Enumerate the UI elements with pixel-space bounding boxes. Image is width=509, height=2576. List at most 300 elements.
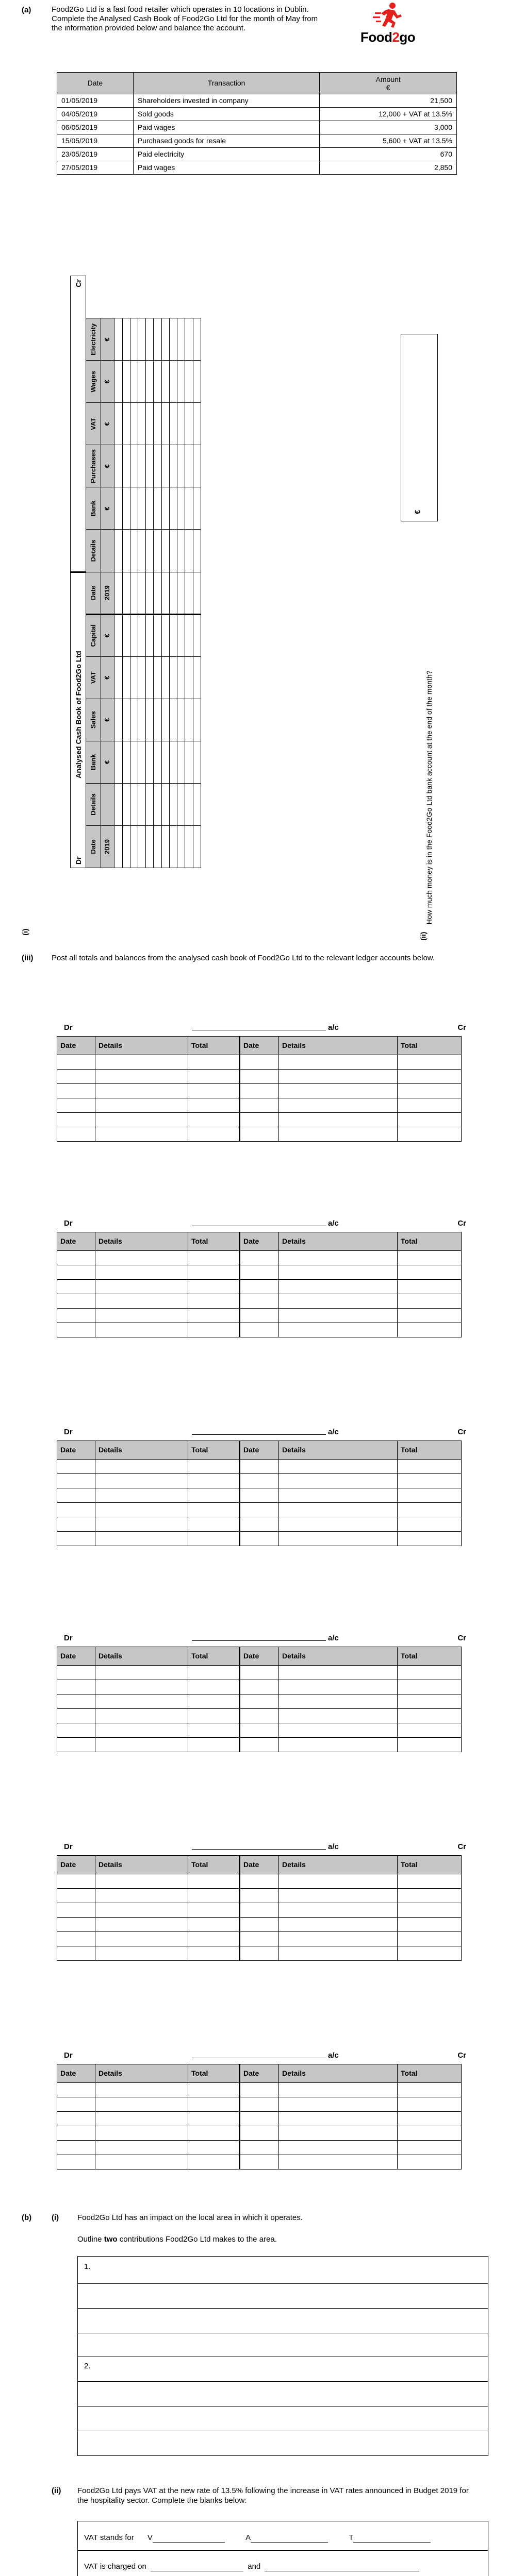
ledger-cell[interactable] bbox=[240, 1265, 279, 1280]
acb-cell[interactable] bbox=[193, 445, 201, 487]
acb-cell[interactable] bbox=[161, 572, 169, 614]
vat-stands-row[interactable]: VAT stands for V A T bbox=[84, 2533, 481, 2543]
ledger-cell[interactable] bbox=[240, 1503, 279, 1517]
ledger-cell[interactable] bbox=[398, 1084, 462, 1098]
acb-cell[interactable] bbox=[193, 741, 201, 783]
ledger-cell[interactable] bbox=[398, 1874, 462, 1889]
acb-cell[interactable] bbox=[146, 361, 154, 403]
ledger-cell[interactable] bbox=[95, 1503, 188, 1517]
ledger-cell[interactable] bbox=[279, 1503, 398, 1517]
ledger-cell[interactable] bbox=[57, 1113, 95, 1127]
acb-cell[interactable] bbox=[185, 614, 193, 656]
acb-cell[interactable] bbox=[130, 487, 138, 530]
ledger-cell[interactable] bbox=[398, 1903, 462, 1918]
ledger-cell[interactable] bbox=[398, 1932, 462, 1946]
acb-cell[interactable] bbox=[130, 656, 138, 699]
ledger-cell[interactable] bbox=[240, 1113, 279, 1127]
acb-cell[interactable] bbox=[185, 487, 193, 530]
ledger-cell[interactable] bbox=[95, 2126, 188, 2141]
account-name-blank[interactable] bbox=[192, 1434, 326, 1435]
acb-cell[interactable] bbox=[169, 656, 177, 699]
ledger-cell[interactable] bbox=[240, 1694, 279, 1709]
ledger-cell[interactable] bbox=[57, 1127, 95, 1142]
ledger-cell[interactable] bbox=[279, 2097, 398, 2112]
ledger-cell[interactable] bbox=[95, 1946, 188, 1961]
ledger-cell[interactable] bbox=[279, 1294, 398, 1309]
ledger-cell[interactable] bbox=[57, 1918, 95, 1932]
ledger-cell[interactable] bbox=[279, 2126, 398, 2141]
ledger-cell[interactable] bbox=[57, 2112, 95, 2126]
acb-cell[interactable] bbox=[146, 318, 154, 361]
ledger-cell[interactable] bbox=[240, 1946, 279, 1961]
ledger-cell[interactable] bbox=[95, 1280, 188, 1294]
acb-cell[interactable] bbox=[169, 445, 177, 487]
ledger-cell[interactable] bbox=[95, 2083, 188, 2097]
acb-cell[interactable] bbox=[193, 487, 201, 530]
ledger-cell[interactable] bbox=[240, 1055, 279, 1070]
ledger-cell[interactable] bbox=[188, 1694, 240, 1709]
ledger-row[interactable] bbox=[57, 1889, 462, 1903]
acb-cell[interactable] bbox=[122, 656, 130, 699]
ledger-cell[interactable] bbox=[95, 1251, 188, 1265]
acb-cell[interactable] bbox=[146, 699, 154, 741]
ledger-cell[interactable] bbox=[57, 1474, 95, 1488]
ledger-row[interactable] bbox=[57, 1460, 462, 1474]
acb-cell[interactable] bbox=[177, 825, 185, 868]
ledger-row[interactable] bbox=[57, 1932, 462, 1946]
ledger-cell[interactable] bbox=[240, 1488, 279, 1503]
acb-cell[interactable] bbox=[193, 614, 201, 656]
ledger-cell[interactable] bbox=[188, 1323, 240, 1337]
acb-cell[interactable] bbox=[177, 403, 185, 445]
acb-cell[interactable] bbox=[154, 318, 161, 361]
ledger-cell[interactable] bbox=[279, 1309, 398, 1323]
ledger-cell[interactable] bbox=[279, 1532, 398, 1546]
ledger-row[interactable] bbox=[57, 1294, 462, 1309]
acb-cell[interactable] bbox=[185, 403, 193, 445]
ledger-cell[interactable] bbox=[398, 2126, 462, 2141]
ledger-cell[interactable] bbox=[57, 1723, 95, 1738]
bank-balance-box[interactable]: € bbox=[401, 334, 438, 521]
ledger-cell[interactable] bbox=[279, 1127, 398, 1142]
ledger-cell[interactable] bbox=[398, 1503, 462, 1517]
ledger-cell[interactable] bbox=[188, 1709, 240, 1723]
acb-cell[interactable] bbox=[177, 783, 185, 825]
ledger-cell[interactable] bbox=[188, 2126, 240, 2141]
acb-cell[interactable] bbox=[114, 445, 122, 487]
acb-cell[interactable] bbox=[177, 487, 185, 530]
acb-cell[interactable] bbox=[185, 656, 193, 699]
acb-cell[interactable] bbox=[122, 487, 130, 530]
acb-cell[interactable] bbox=[161, 445, 169, 487]
acb-cell[interactable] bbox=[161, 530, 169, 572]
acb-cell[interactable] bbox=[169, 318, 177, 361]
ledger-cell[interactable] bbox=[279, 1918, 398, 1932]
ledger-cell[interactable] bbox=[95, 1113, 188, 1127]
ledger-cell[interactable] bbox=[398, 1680, 462, 1694]
ledger-cell[interactable] bbox=[188, 1127, 240, 1142]
acb-cell[interactable] bbox=[177, 614, 185, 656]
ledger-cell[interactable] bbox=[95, 2112, 188, 2126]
acb-row[interactable] bbox=[185, 276, 193, 868]
ledger-cell[interactable] bbox=[57, 1309, 95, 1323]
acb-cell[interactable] bbox=[130, 318, 138, 361]
ledger-cell[interactable] bbox=[240, 1460, 279, 1474]
ledger-cell[interactable] bbox=[279, 2083, 398, 2097]
acb-row[interactable] bbox=[130, 276, 138, 868]
ledger-cell[interactable] bbox=[398, 1127, 462, 1142]
ledger-cell[interactable] bbox=[95, 1265, 188, 1280]
ledger-cell[interactable] bbox=[188, 1098, 240, 1113]
acb-cell[interactable] bbox=[154, 825, 161, 868]
ledger-cell[interactable] bbox=[279, 1738, 398, 1752]
ledger-cell[interactable] bbox=[398, 1723, 462, 1738]
ledger-cell[interactable] bbox=[95, 1098, 188, 1113]
ledger-cell[interactable] bbox=[398, 1532, 462, 1546]
acb-cell[interactable] bbox=[146, 741, 154, 783]
ledger-cell[interactable] bbox=[95, 1517, 188, 1532]
ledger-row[interactable] bbox=[57, 1694, 462, 1709]
acb-cell[interactable] bbox=[122, 572, 130, 614]
ledger-row[interactable] bbox=[57, 1946, 462, 1961]
ledger-row[interactable] bbox=[57, 1680, 462, 1694]
ledger-cell[interactable] bbox=[279, 1666, 398, 1680]
ledger-cell[interactable] bbox=[57, 1738, 95, 1752]
acb-cell[interactable] bbox=[114, 783, 122, 825]
ledger-cell[interactable] bbox=[188, 1680, 240, 1694]
ledger-cell[interactable] bbox=[188, 1532, 240, 1546]
acb-cell[interactable] bbox=[146, 530, 154, 572]
acb-cell[interactable] bbox=[130, 572, 138, 614]
ledger-cell[interactable] bbox=[57, 1932, 95, 1946]
acb-cell[interactable] bbox=[161, 614, 169, 656]
acb-cell[interactable] bbox=[177, 445, 185, 487]
ledger-cell[interactable] bbox=[57, 1503, 95, 1517]
ledger-cell[interactable] bbox=[57, 2126, 95, 2141]
acb-cell[interactable] bbox=[122, 783, 130, 825]
acb-cell[interactable] bbox=[169, 783, 177, 825]
ledger-row[interactable] bbox=[57, 1084, 462, 1098]
ledger-cell[interactable] bbox=[57, 1889, 95, 1903]
ledger-cell[interactable] bbox=[240, 1666, 279, 1680]
ledger-cell[interactable] bbox=[279, 1251, 398, 1265]
ledger-cell[interactable] bbox=[240, 1874, 279, 1889]
acb-cell[interactable] bbox=[122, 614, 130, 656]
acb-cell[interactable] bbox=[169, 487, 177, 530]
ledger-cell[interactable] bbox=[240, 2112, 279, 2126]
ledger-cell[interactable] bbox=[95, 1294, 188, 1309]
ledger-cell[interactable] bbox=[240, 1903, 279, 1918]
acb-cell[interactable] bbox=[138, 530, 146, 572]
ledger-row[interactable] bbox=[57, 2126, 462, 2141]
acb-cell[interactable] bbox=[177, 361, 185, 403]
ledger-cell[interactable] bbox=[188, 1874, 240, 1889]
ledger-cell[interactable] bbox=[240, 2141, 279, 2155]
ledger-cell[interactable] bbox=[57, 2083, 95, 2097]
acb-cell[interactable] bbox=[122, 530, 130, 572]
acb-cell[interactable] bbox=[154, 487, 161, 530]
acb-cell[interactable] bbox=[185, 825, 193, 868]
ledger-cell[interactable] bbox=[188, 2097, 240, 2112]
ledger-cell[interactable] bbox=[95, 1738, 188, 1752]
ledger-cell[interactable] bbox=[95, 1874, 188, 1889]
acb-cell[interactable] bbox=[114, 741, 122, 783]
acb-cell[interactable] bbox=[154, 572, 161, 614]
ledger-cell[interactable] bbox=[240, 1280, 279, 1294]
acb-cell[interactable] bbox=[177, 741, 185, 783]
ledger-cell[interactable] bbox=[279, 1903, 398, 1918]
acb-row[interactable] bbox=[154, 276, 161, 868]
ledger-row[interactable] bbox=[57, 1113, 462, 1127]
ledger-cell[interactable] bbox=[95, 1694, 188, 1709]
ledger-cell[interactable] bbox=[398, 1309, 462, 1323]
acb-cell[interactable] bbox=[138, 614, 146, 656]
ledger-cell[interactable] bbox=[188, 1903, 240, 1918]
acb-cell[interactable] bbox=[146, 403, 154, 445]
ledger-cell[interactable] bbox=[95, 1903, 188, 1918]
acb-cell[interactable] bbox=[154, 445, 161, 487]
ledger-row[interactable] bbox=[57, 1709, 462, 1723]
ledger-cell[interactable] bbox=[240, 1294, 279, 1309]
ledger-cell[interactable] bbox=[57, 1532, 95, 1546]
ledger-row[interactable] bbox=[57, 1127, 462, 1142]
acb-cell[interactable] bbox=[193, 572, 201, 614]
acb-cell[interactable] bbox=[177, 656, 185, 699]
ledger-cell[interactable] bbox=[95, 1070, 188, 1084]
ledger-cell[interactable] bbox=[240, 1738, 279, 1752]
acb-cell[interactable] bbox=[138, 656, 146, 699]
ledger-cell[interactable] bbox=[95, 2097, 188, 2112]
ledger-cell[interactable] bbox=[398, 1294, 462, 1309]
ledger-row[interactable] bbox=[57, 1903, 462, 1918]
acb-cell[interactable] bbox=[114, 614, 122, 656]
ledger-cell[interactable] bbox=[398, 1265, 462, 1280]
ledger-cell[interactable] bbox=[57, 1874, 95, 1889]
ledger-row[interactable] bbox=[57, 2083, 462, 2097]
acb-cell[interactable] bbox=[154, 403, 161, 445]
acb-cell[interactable] bbox=[138, 572, 146, 614]
acb-cell[interactable] bbox=[138, 403, 146, 445]
acb-cell[interactable] bbox=[130, 361, 138, 403]
ledger-cell[interactable] bbox=[398, 2141, 462, 2155]
acb-cell[interactable] bbox=[114, 656, 122, 699]
ledger-cell[interactable] bbox=[188, 1265, 240, 1280]
acb-cell[interactable] bbox=[161, 487, 169, 530]
ledger-cell[interactable] bbox=[57, 1070, 95, 1084]
ledger-cell[interactable] bbox=[240, 1251, 279, 1265]
ledger-cell[interactable] bbox=[57, 1323, 95, 1337]
acb-cell[interactable] bbox=[130, 403, 138, 445]
ledger-cell[interactable] bbox=[398, 1694, 462, 1709]
ledger-cell[interactable] bbox=[95, 1723, 188, 1738]
acb-cell[interactable] bbox=[154, 530, 161, 572]
acb-cell[interactable] bbox=[130, 614, 138, 656]
ledger-cell[interactable] bbox=[240, 1680, 279, 1694]
acb-cell[interactable] bbox=[138, 318, 146, 361]
ledger-row[interactable] bbox=[57, 1055, 462, 1070]
acb-row[interactable] bbox=[161, 276, 169, 868]
ledger-cell[interactable] bbox=[95, 1323, 188, 1337]
ledger-cell[interactable] bbox=[240, 1889, 279, 1903]
acb-row[interactable] bbox=[193, 276, 201, 868]
acb-cell[interactable] bbox=[122, 825, 130, 868]
ledger-row[interactable] bbox=[57, 2141, 462, 2155]
ledger-cell[interactable] bbox=[398, 1113, 462, 1127]
acb-cell[interactable] bbox=[114, 530, 122, 572]
ledger-cell[interactable] bbox=[57, 1666, 95, 1680]
acb-cell[interactable] bbox=[146, 825, 154, 868]
acb-cell[interactable] bbox=[154, 614, 161, 656]
acb-cell[interactable] bbox=[114, 318, 122, 361]
ledger-cell[interactable] bbox=[188, 2112, 240, 2126]
acb-cell[interactable] bbox=[185, 741, 193, 783]
ledger-cell[interactable] bbox=[95, 1127, 188, 1142]
ledger-cell[interactable] bbox=[95, 1309, 188, 1323]
ledger-cell[interactable] bbox=[188, 1251, 240, 1265]
acb-cell[interactable] bbox=[138, 361, 146, 403]
acb-cell[interactable] bbox=[146, 487, 154, 530]
acb-cell[interactable] bbox=[138, 699, 146, 741]
acb-cell[interactable] bbox=[185, 699, 193, 741]
acb-cell[interactable] bbox=[130, 445, 138, 487]
ledger-cell[interactable] bbox=[57, 1517, 95, 1532]
acb-cell[interactable] bbox=[161, 318, 169, 361]
acb-row[interactable] bbox=[138, 276, 146, 868]
ledger-cell[interactable] bbox=[398, 1946, 462, 1961]
ledger-cell[interactable] bbox=[240, 1723, 279, 1738]
ledger-cell[interactable] bbox=[279, 1517, 398, 1532]
ledger-cell[interactable] bbox=[240, 1084, 279, 1098]
ledger-cell[interactable] bbox=[279, 1709, 398, 1723]
ledger-cell[interactable] bbox=[279, 2112, 398, 2126]
acb-cell[interactable] bbox=[169, 361, 177, 403]
contributions-answer-box[interactable] bbox=[77, 2256, 488, 2456]
ledger-cell[interactable] bbox=[279, 1265, 398, 1280]
acb-cell[interactable] bbox=[146, 656, 154, 699]
ledger-cell[interactable] bbox=[398, 1070, 462, 1084]
acb-cell[interactable] bbox=[161, 656, 169, 699]
ledger-cell[interactable] bbox=[240, 1098, 279, 1113]
ledger-row[interactable] bbox=[57, 2112, 462, 2126]
acb-cell[interactable] bbox=[185, 783, 193, 825]
ledger-row[interactable] bbox=[57, 1532, 462, 1546]
ledger-cell[interactable] bbox=[95, 1666, 188, 1680]
ledger-cell[interactable] bbox=[188, 1280, 240, 1294]
ledger-cell[interactable] bbox=[95, 1460, 188, 1474]
acb-cell[interactable] bbox=[185, 318, 193, 361]
ledger-cell[interactable] bbox=[240, 1932, 279, 1946]
acb-cell[interactable] bbox=[185, 572, 193, 614]
acb-cell[interactable] bbox=[177, 699, 185, 741]
ledger-cell[interactable] bbox=[240, 2155, 279, 2170]
ledger-cell[interactable] bbox=[188, 1932, 240, 1946]
ledger-cell[interactable] bbox=[57, 2097, 95, 2112]
acb-cell[interactable] bbox=[161, 403, 169, 445]
ledger-cell[interactable] bbox=[398, 1918, 462, 1932]
acb-cell[interactable] bbox=[114, 487, 122, 530]
ledger-cell[interactable] bbox=[240, 1127, 279, 1142]
ledger-row[interactable] bbox=[57, 2097, 462, 2112]
ledger-cell[interactable] bbox=[188, 1070, 240, 1084]
ledger-cell[interactable] bbox=[279, 1323, 398, 1337]
ledger-row[interactable] bbox=[57, 1918, 462, 1932]
acb-cell[interactable] bbox=[193, 783, 201, 825]
acb-cell[interactable] bbox=[177, 572, 185, 614]
acb-cell[interactable] bbox=[122, 361, 130, 403]
ledger-row[interactable] bbox=[57, 1723, 462, 1738]
acb-cell[interactable] bbox=[169, 825, 177, 868]
ledger-cell[interactable] bbox=[240, 1918, 279, 1932]
acb-cell[interactable] bbox=[130, 530, 138, 572]
ledger-cell[interactable] bbox=[188, 1294, 240, 1309]
acb-cell[interactable] bbox=[193, 530, 201, 572]
ledger-cell[interactable] bbox=[398, 2112, 462, 2126]
ledger-cell[interactable] bbox=[188, 1889, 240, 1903]
ledger-cell[interactable] bbox=[57, 1251, 95, 1265]
ledger-cell[interactable] bbox=[95, 1918, 188, 1932]
ledger-cell[interactable] bbox=[57, 2141, 95, 2155]
ledger-cell[interactable] bbox=[279, 1932, 398, 1946]
acb-cell[interactable] bbox=[122, 318, 130, 361]
acb-cell[interactable] bbox=[122, 403, 130, 445]
ledger-cell[interactable] bbox=[279, 1694, 398, 1709]
ledger-row[interactable] bbox=[57, 1098, 462, 1113]
ledger-cell[interactable] bbox=[57, 1903, 95, 1918]
ledger-cell[interactable] bbox=[188, 1517, 240, 1532]
ledger-cell[interactable] bbox=[240, 2083, 279, 2097]
ledger-cell[interactable] bbox=[398, 1474, 462, 1488]
acb-cell[interactable] bbox=[138, 445, 146, 487]
ledger-cell[interactable] bbox=[398, 1323, 462, 1337]
acb-cell[interactable] bbox=[114, 825, 122, 868]
acb-cell[interactable] bbox=[193, 656, 201, 699]
ledger-cell[interactable] bbox=[279, 1889, 398, 1903]
ledger-cell[interactable] bbox=[279, 1946, 398, 1961]
ledger-row[interactable] bbox=[57, 1265, 462, 1280]
acb-cell[interactable] bbox=[169, 741, 177, 783]
acb-cell[interactable] bbox=[154, 783, 161, 825]
acb-cell[interactable] bbox=[185, 530, 193, 572]
ledger-cell[interactable] bbox=[240, 1709, 279, 1723]
ledger-cell[interactable] bbox=[188, 2083, 240, 2097]
ledger-cell[interactable] bbox=[240, 1070, 279, 1084]
ledger-cell[interactable] bbox=[398, 2155, 462, 2170]
acb-cell[interactable] bbox=[138, 825, 146, 868]
ledger-cell[interactable] bbox=[95, 1084, 188, 1098]
ledger-cell[interactable] bbox=[398, 1488, 462, 1503]
ledger-cell[interactable] bbox=[95, 1709, 188, 1723]
ledger-cell[interactable] bbox=[188, 1503, 240, 1517]
ledger-cell[interactable] bbox=[188, 1055, 240, 1070]
acb-cell[interactable] bbox=[177, 318, 185, 361]
ledger-cell[interactable] bbox=[95, 1532, 188, 1546]
ledger-cell[interactable] bbox=[398, 1889, 462, 1903]
account-name-blank[interactable] bbox=[192, 1640, 326, 1641]
acb-cell[interactable] bbox=[122, 445, 130, 487]
ledger-cell[interactable] bbox=[188, 1723, 240, 1738]
acb-cell[interactable] bbox=[138, 741, 146, 783]
account-name-blank[interactable] bbox=[192, 1849, 326, 1850]
ledger-cell[interactable] bbox=[398, 1098, 462, 1113]
ledger-cell[interactable] bbox=[57, 1294, 95, 1309]
acb-cell[interactable] bbox=[193, 699, 201, 741]
ledger-cell[interactable] bbox=[57, 1694, 95, 1709]
ledger-cell[interactable] bbox=[279, 1460, 398, 1474]
acb-cell[interactable] bbox=[193, 403, 201, 445]
acb-cell[interactable] bbox=[193, 318, 201, 361]
ledger-row[interactable] bbox=[57, 1488, 462, 1503]
ledger-cell[interactable] bbox=[188, 1918, 240, 1932]
